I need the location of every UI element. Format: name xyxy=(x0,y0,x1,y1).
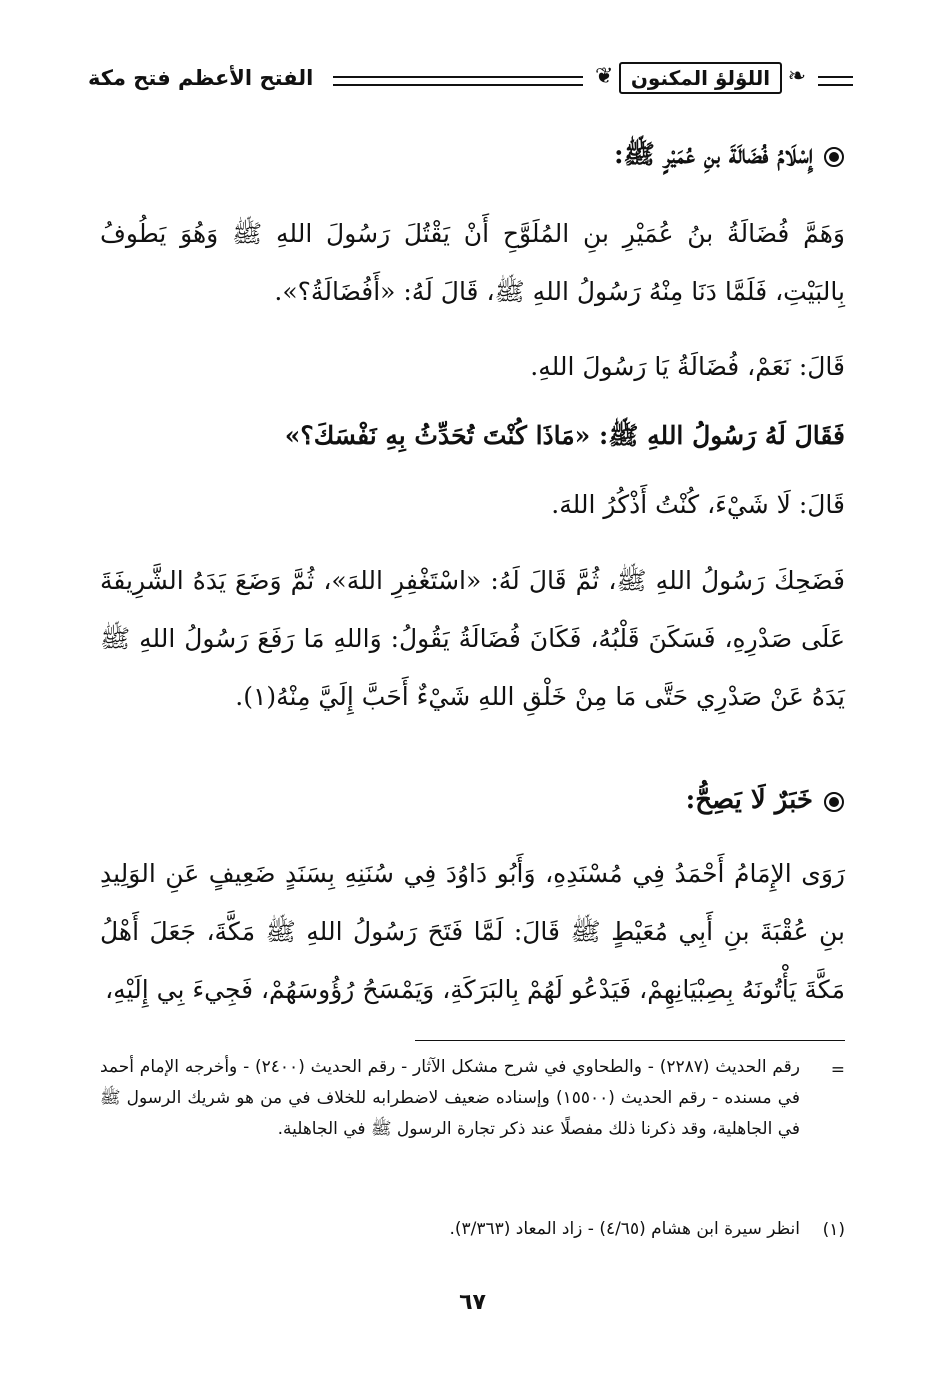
ornament-icon: ❦ xyxy=(595,64,614,89)
section-heading xyxy=(100,785,845,815)
section-heading-text: إِسْلَامُ فُضَالَةَ بنِ عُمَيْرٍ ﷺ: xyxy=(613,140,813,170)
paragraph: رَوَى الإِمَامُ أَحْمَدُ فِي مُسْنَدِهِ، وَأَبُو دَاوُدَ فِي سُنَنِهِ بِسَنَدٍ ضَعِيفٍ عَنِ الوَلِيدِ بنِ عُقْبَةَ بنِ أَبِي مُعَيْطٍ ﷺ قَالَ: لَمَّا فَتَحَ رَسُولُ اللهِ ﷺ مَكَّةَ، جَعَلَ أَهْلُ مَكَّةَ يَأْتُونَهُ بِصِبْيَانِهِمْ، فَيَدْعُو لَهُمْ بِالبَرَكَةِ، وَيَمْسَحُ رُؤُوسَهُمْ، فَجِيءَ بِي إِلَيْهِ، xyxy=(100,859,845,1004)
chapter-title: الفتح الأعظم فتح مكة xyxy=(88,66,314,90)
footnote-continuation-mark: = xyxy=(830,1060,845,1080)
dialogue-line: قَالَ: نَعَمْ، فُضَالَةُ يَا رَسُولَ اللهِ. xyxy=(530,352,845,381)
book-title-frame xyxy=(593,58,808,98)
header-rule-right xyxy=(818,76,853,86)
footnote-number: (١) xyxy=(822,1220,845,1240)
flower-bullet-icon xyxy=(823,790,845,812)
section-heading-text: خَبَرٌ لَا يَصِحُّ: xyxy=(685,785,813,815)
footnote-text: انظر سيرة ابن هشام (٤/٦٥) - زاد المعاد (٣/٣٦٣). xyxy=(449,1219,800,1239)
flower-bullet-icon xyxy=(823,145,845,167)
header-rule-left xyxy=(333,76,583,86)
paragraph: وَهَمَّ فُضَالَةُ بنُ عُمَيْرِ بنِ المُلَوَّحِ أَنْ يَقْتُلَ رَسُولَ اللهِ ﷺ وَهُوَ يَطُوفُ بِالبَيْتِ، فَلَمَّا دَنَا مِنْهُ رَسُولُ اللهِ ﷺ، قَالَ لَهُ: «أَفُضَالَةُ؟». xyxy=(100,219,845,306)
running-header xyxy=(88,58,853,102)
footnote-continuation: رقم الحديث (٢٢٨٧) - والطحاوي في شرح مشكل الآثار - رقم الحديث (٢٤٠٠) - وأخرجه الإمام أحمد في مسنده - رقم الحديث (١٥٥٠٠) وإسناده ضعيف لاضطرابه للخلاف في من هو شريك الرسول ﷺ في الجاهلية، وقد ذكرنا ذلك مفصلًا عند ذكر تجارة الرسول ﷺ في الجاهلية. xyxy=(100,1057,801,1139)
ornament-icon: ❧ xyxy=(787,64,806,89)
dialogue-line: فَقَالَ لَهُ رَسُولُ اللهِ ﷺ: «مَاذَا كُنْتَ تُحَدِّثُ بِهِ نَفْسَكَ؟» xyxy=(284,421,845,450)
footnote-separator xyxy=(415,1040,845,1041)
book-title: اللؤلؤ المكنون xyxy=(630,66,771,90)
paragraph: فَضَحِكَ رَسُولُ اللهِ ﷺ، ثُمَّ قَالَ لَهُ: «اسْتَغْفِرِ اللهَ»، ثُمَّ وَضَعَ يَدَهُ الشَّرِيفَةَ عَلَى صَدْرِهِ، فَسَكَنَ قَلْبُهُ، فَكَانَ فُضَالَةُ يَقُولُ: وَاللهِ مَا رَفَعَ رَسُولُ اللهِ ﷺ يَدَهُ عَنْ صَدْرِي حَتَّى مَا مِنْ خَلْقِ اللهِ شَيْءٌ أَحَبَّ إِلَيَّ مِنْهُ(١). xyxy=(100,566,845,711)
page-number: ٦٧ xyxy=(459,1290,486,1315)
dialogue-line: قَالَ: لَا شَيْءَ، كُنْتُ أَذْكُرُ اللهَ. xyxy=(551,490,845,519)
section-heading xyxy=(100,138,845,176)
